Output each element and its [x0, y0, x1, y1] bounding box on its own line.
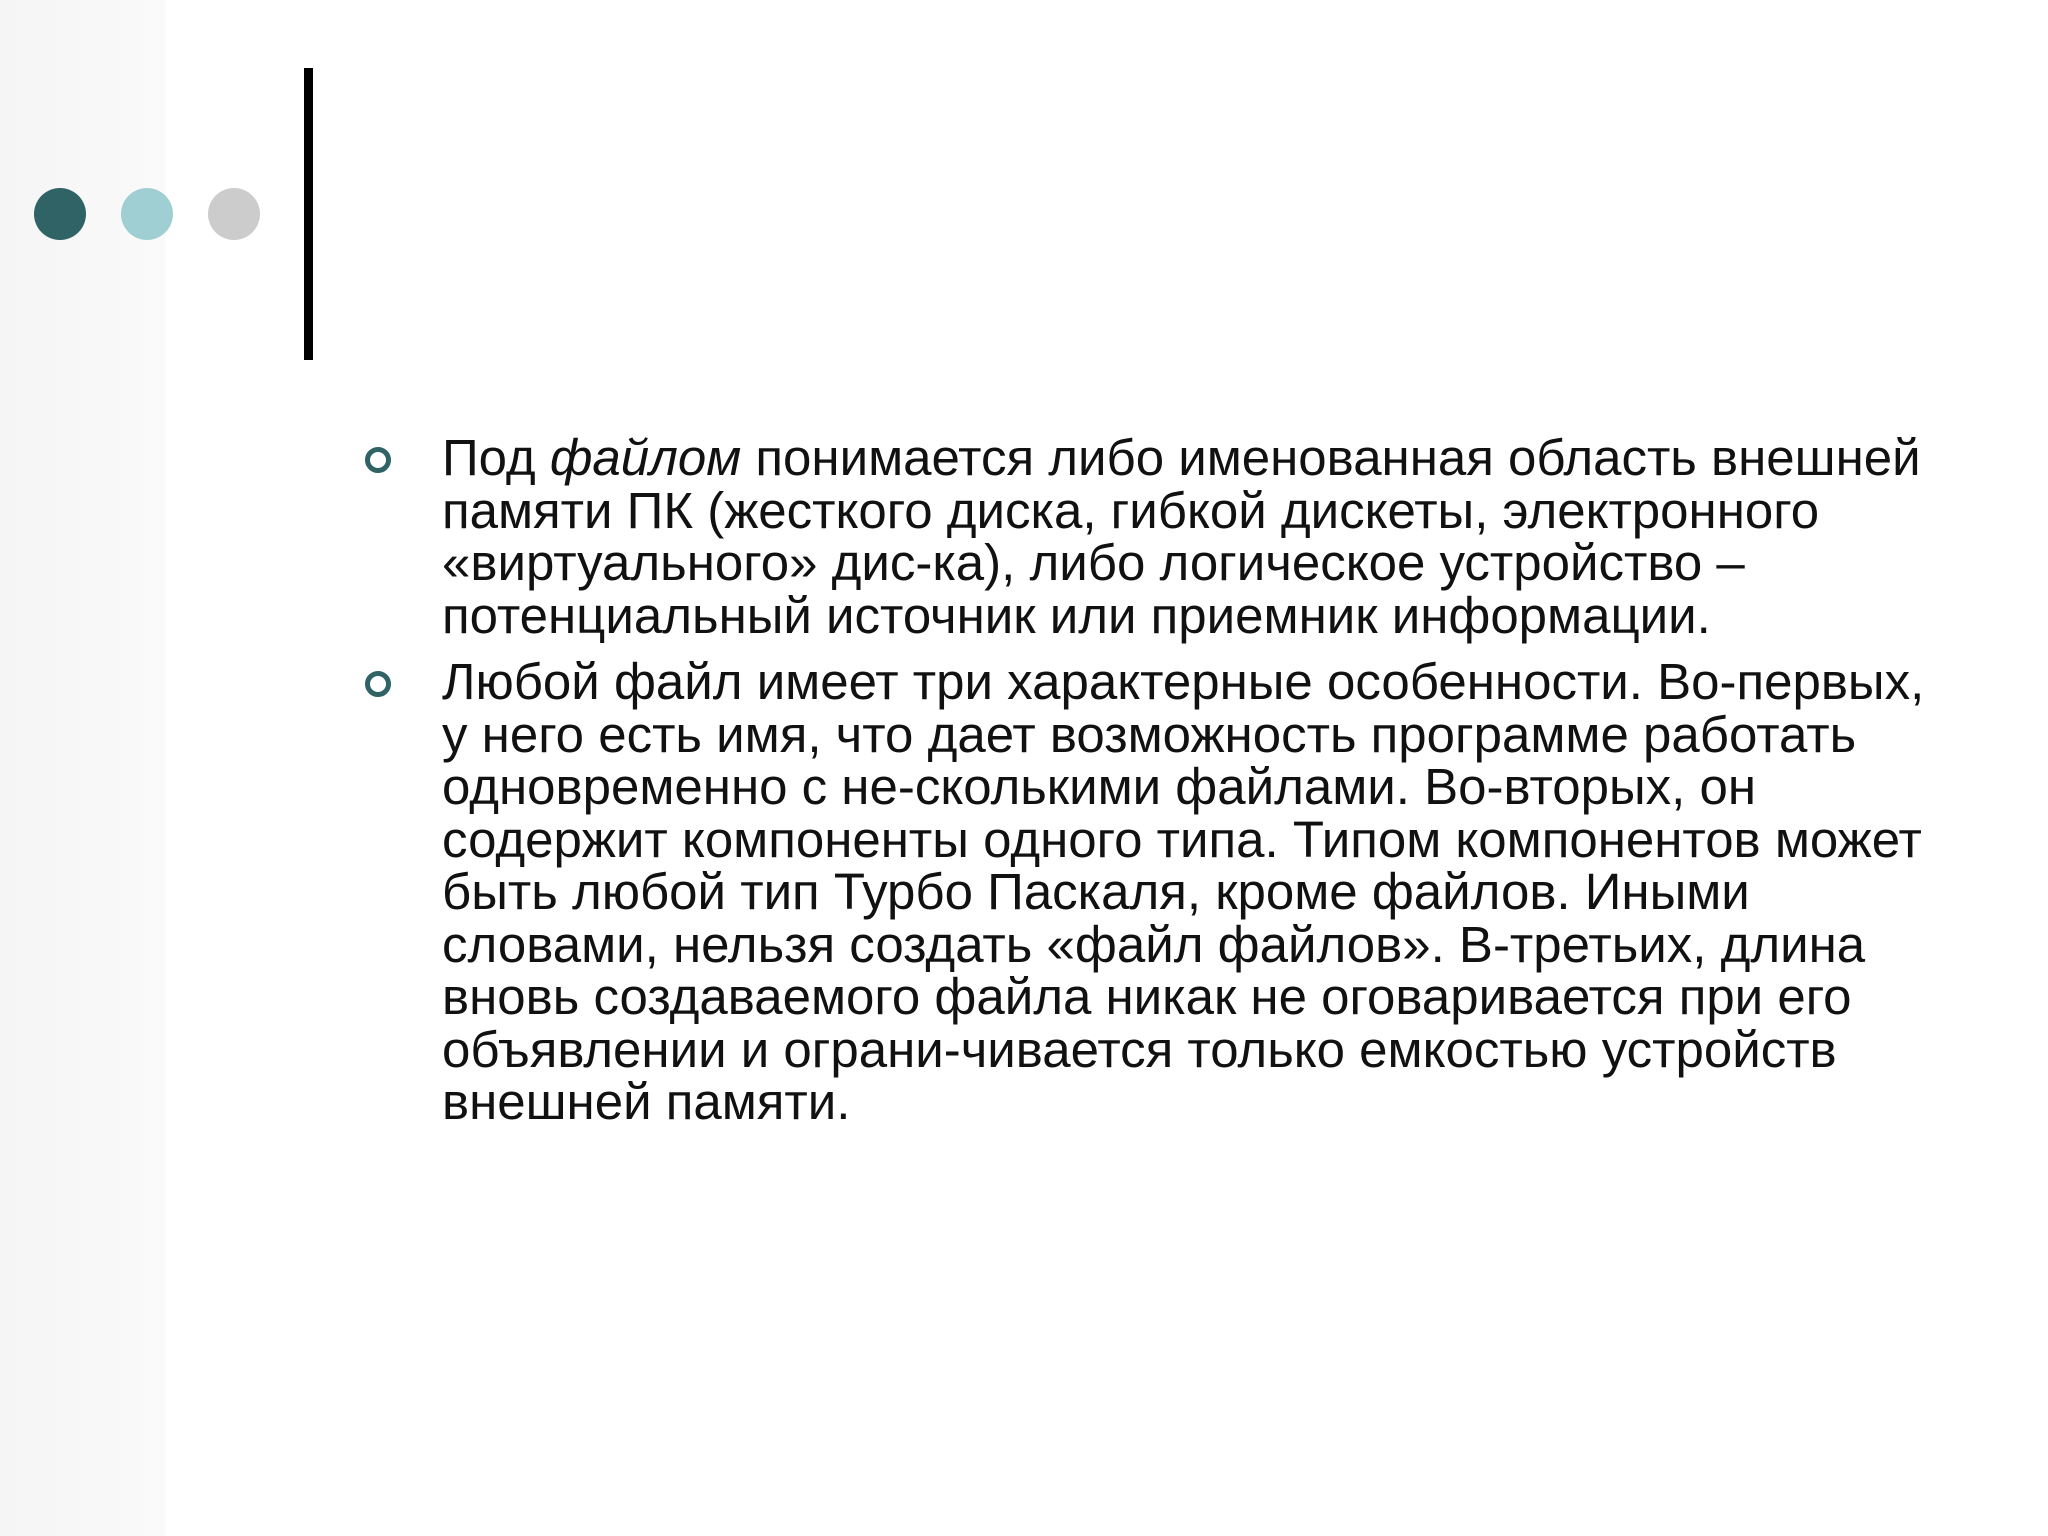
title-divider-bar — [304, 68, 313, 360]
slide-body — [365, 429, 1925, 1143]
bullet-text-after: понимается либо именованная область внешней памяти ПК (жесткого диска, гибкой дискеты, электронного «виртуального» дис-ка), либо логическое устройство – потенциальный источник или приемник информации. — [442, 429, 1921, 644]
bullet-text: Любой файл имеет три характерные особенности. Во-первых, у него есть имя, что дает возможность программе работать одновременно с не-сколькими файлами. Во-вторых, он содержит компоненты одного типа. Типом компонентов может быть любой тип Турбо Паскаля, кроме файлов. Иными словами, нельзя создать «файл файлов». В-третьих, длина вновь создаваемого файла никак не оговаривается при его объявлении и ограни-чивается только емкостью устройств внешней памяти. — [442, 653, 1925, 1130]
decorative-dot-light — [121, 188, 173, 240]
bullet-item-file-features — [365, 653, 1925, 1130]
bullet-text-emphasis: файлом — [549, 429, 742, 486]
bullet-item-file-definition — [365, 429, 1925, 644]
ring-bullet-icon — [365, 447, 391, 473]
bullet-text-before: Под — [442, 429, 550, 486]
ring-bullet-icon — [365, 671, 391, 697]
decorative-dot-gray — [208, 188, 260, 240]
decorative-dot-dark — [34, 188, 86, 240]
